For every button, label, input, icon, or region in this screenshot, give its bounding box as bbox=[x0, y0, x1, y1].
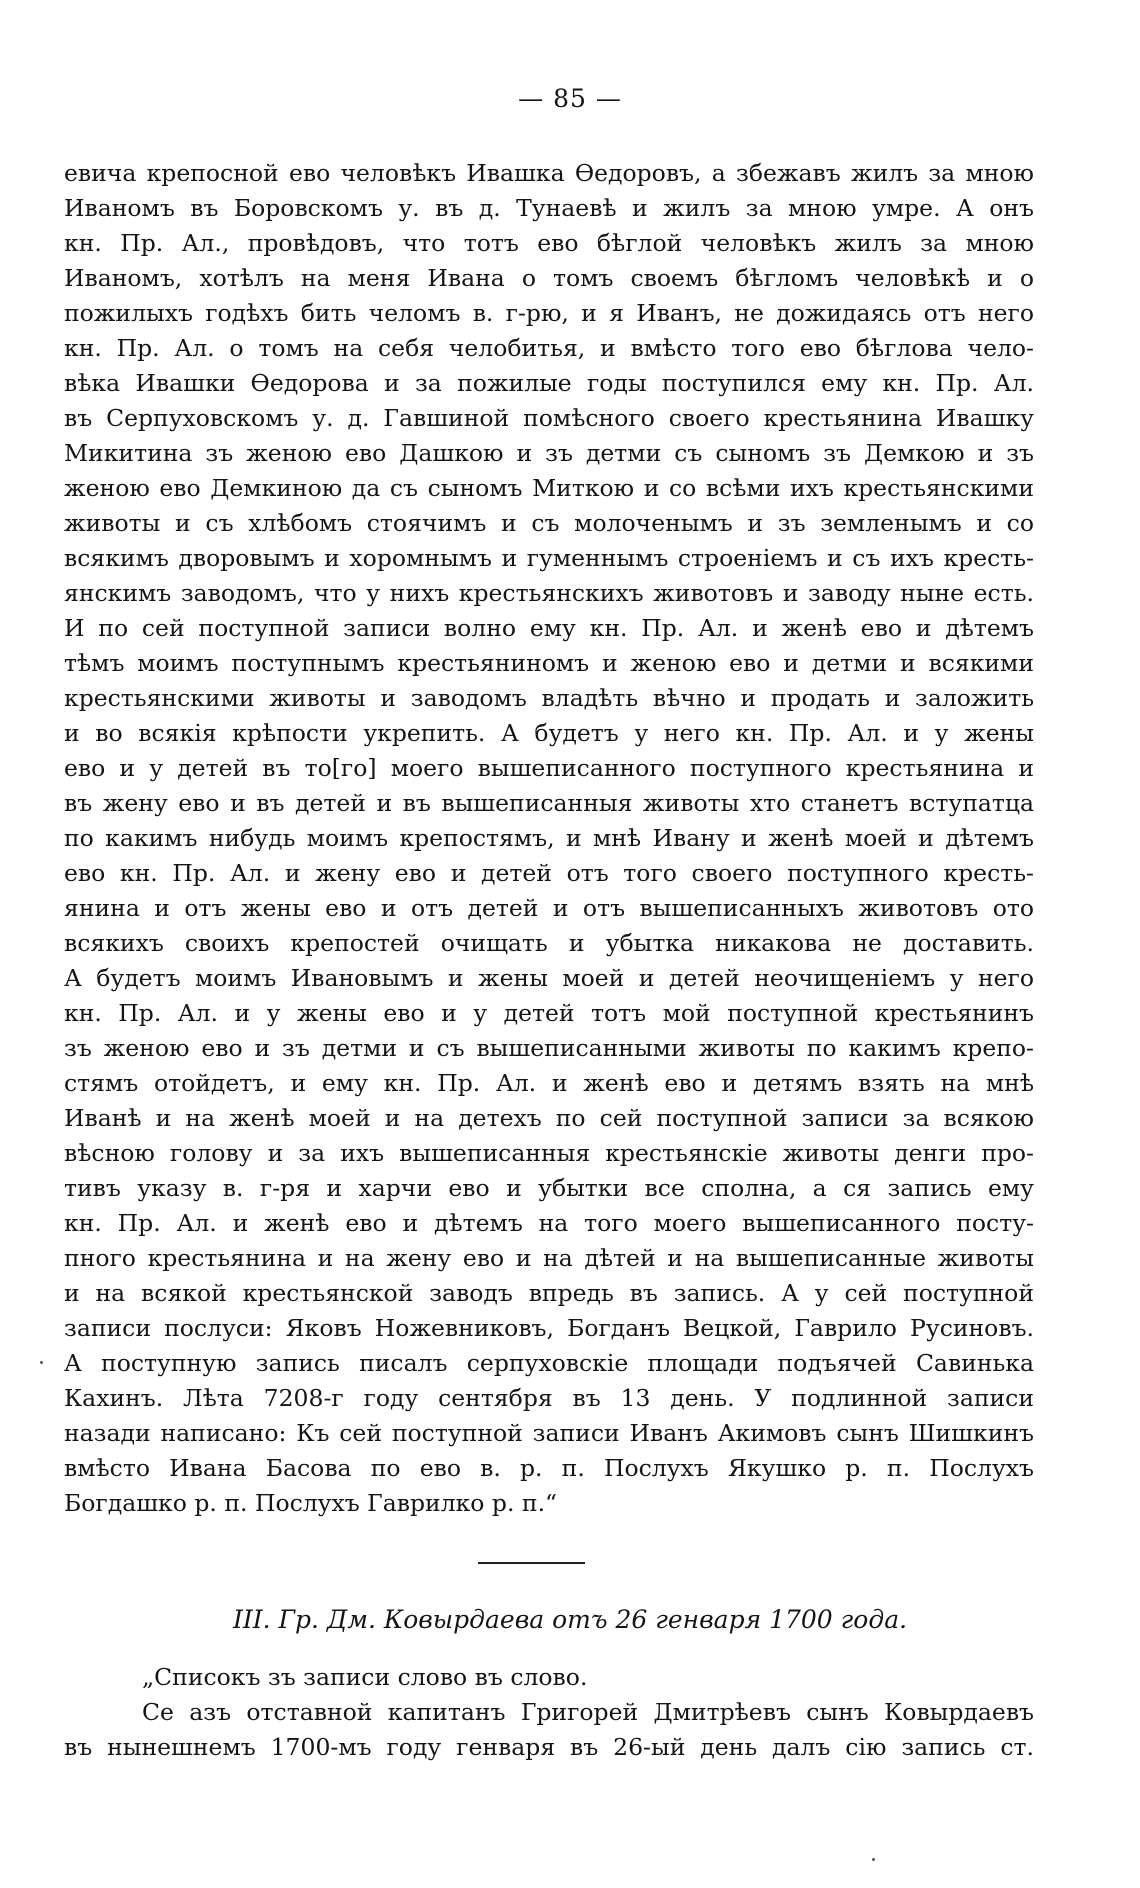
text-line: „Списокъ зъ записи слово въ слово. bbox=[142, 1663, 588, 1691]
text-line: въ нынешнемъ 1700-мъ году генваря въ 26-ый день далъ сію запись ст. bbox=[64, 1733, 1034, 1761]
text-line: пного крестьянина и на жену ево и на дѣтей и на вышеписанные животы bbox=[64, 1244, 1034, 1272]
text-line: И по сей поступной записи волно ему кн. Пр. Ал. и женѣ ево и дѣтемъ bbox=[64, 614, 1034, 642]
text-line: евича крепосной ево человѣкъ Ивашка Ѳедоровъ, а збежавъ жилъ за мною bbox=[64, 159, 1034, 187]
text-line: вмѣсто Ивана Басова по ево в. р. п. Послухъ Якушко р. п. Послухъ bbox=[64, 1454, 1034, 1482]
text-line: Иванѣ и на женѣ моей и на детехъ по сей поступной записи за всякою bbox=[64, 1104, 1034, 1132]
text-line: зъ женою ево и зъ детми и съ вышеписанными животы по какимъ крепо- bbox=[64, 1034, 1034, 1062]
text-line: кн. Пр. Ал., провѣдовъ, что тотъ ево бѣглой человѣкъ жилъ за мною bbox=[64, 229, 1034, 257]
scan-speck bbox=[40, 1361, 43, 1364]
text-line: кн. Пр. Ал. и женѣ ево и дѣтемъ на того моего вышеписанного посту- bbox=[64, 1209, 1034, 1237]
text-line: записи послуси: Яковъ Ножевниковъ, Богданъ Вецкой, Гаврило Русиновъ. bbox=[64, 1314, 1034, 1342]
main-text-block bbox=[64, 156, 1034, 1521]
text-line: ево кн. Пр. Ал. и жену ево и детей отъ того своего поступного кресть- bbox=[64, 859, 1034, 887]
text-line: всякихъ своихъ крепостей очищать и убытка никакова не доставить. bbox=[64, 929, 1034, 957]
text-line: стямъ отойдетъ, и ему кн. Пр. Ал. и женѣ ево и детямъ взять на мнѣ bbox=[64, 1069, 1034, 1097]
text-line: тивъ указу в. г-ря и харчи ево и убытки все сполна, а ся запись ему bbox=[64, 1174, 1034, 1202]
text-line: и во всякія крѣпости укрепить. А будетъ у него кн. Пр. Ал. и у жены bbox=[64, 719, 1034, 747]
page-number: — 85 — bbox=[518, 84, 622, 113]
text-line: тѣмъ моимъ поступнымъ крестьяниномъ и женою ево и детми и всякими bbox=[64, 649, 1034, 677]
text-line: янскимъ заводомъ, что у нихъ крестьянскихъ животовъ и заводу ныне есть. bbox=[64, 579, 1034, 607]
text-line: всякимъ дворовымъ и хоромнымъ и гуменнымъ строеніемъ и съ ихъ кресть- bbox=[64, 544, 1034, 572]
text-line: въ жену ево и въ детей и въ вышеписанныя животы хто станетъ вступатца bbox=[64, 789, 1034, 817]
text-line: крестьянскими животы и заводомъ владѣть вѣчно и продать и заложить bbox=[64, 684, 1034, 712]
text-line: пожилыхъ годѣхъ бить челомъ в. г-рю, и я Иванъ, не дожидаясь отъ него bbox=[64, 299, 1034, 327]
text-line: А поступную запись писалъ серпуховскіе площади подъячей Савинька bbox=[64, 1349, 1034, 1377]
section-heading: III. Гр. Дм. Ковырдаева отъ 26 генваря 1700 года. bbox=[232, 1605, 908, 1634]
text-line: назади написано: Къ сей поступной записи Иванъ Акимовъ сынъ Шишкинъ bbox=[64, 1419, 1034, 1447]
section-divider bbox=[478, 1562, 585, 1564]
scan-speck bbox=[872, 1858, 875, 1861]
text-line: кн. Пр. Ал. и у жены ево и у детей тотъ мой поступной крестьянинъ bbox=[64, 999, 1034, 1027]
text-line: въ Серпуховскомъ у. д. Гавшиной помѣсного своего крестьянина Ивашку bbox=[64, 404, 1034, 432]
text-line: Богдашко р. п. Послухъ Гаврилко р. п.“ bbox=[64, 1489, 558, 1517]
text-line: Микитина зъ женою ево Дашкою и зъ детми съ сыномъ зъ Демкою и зъ bbox=[64, 439, 1034, 467]
text-line: женою ево Демкиною да съ сыномъ Миткою и со всѣми ихъ крестьянскими bbox=[64, 474, 1034, 502]
text-line: вѣсною голову и за ихъ вышеписанныя крестьянскіе животы денги про- bbox=[64, 1139, 1034, 1167]
text-line: Се азъ отставной капитанъ Григорей Дмитрѣевъ сынъ Ковырдаевъ bbox=[142, 1698, 1034, 1726]
text-line: ево и у детей въ то[го] моего вышеписанного поступного крестьянина и bbox=[64, 754, 1034, 782]
text-line: янина и отъ жены ево и отъ детей и отъ вышеписанныхъ животовъ ото bbox=[64, 894, 1034, 922]
text-line: по какимъ нибудь моимъ крепостямъ, и мнѣ Ивану и женѣ моей и дѣтемъ bbox=[64, 824, 1034, 852]
text-line: Иваномъ въ Боровскомъ у. въ д. Тунаевѣ и жилъ за мною умре. А онъ bbox=[64, 194, 1034, 222]
text-line: вѣка Ивашки Ѳедорова и за пожилые годы поступился ему кн. Пр. Ал. bbox=[64, 369, 1034, 397]
section-text-block bbox=[64, 1660, 1034, 1765]
text-line: и на всякой крестьянской заводъ впредь въ запись. А у сей поступной bbox=[64, 1279, 1034, 1307]
text-line: животы и съ хлѣбомъ стоячимъ и съ молоченымъ и зъ земленымъ и со bbox=[64, 509, 1034, 537]
text-line: А будетъ моимъ Ивановымъ и жены моей и детей неочищеніемъ у него bbox=[64, 964, 1034, 992]
text-line: кн. Пр. Ал. о томъ на себя челобитья, и вмѣсто того ево бѣглова чело- bbox=[64, 334, 1034, 362]
text-line: Иваномъ, хотѣлъ на меня Ивана о томъ своемъ бѣгломъ человѣкѣ и о bbox=[64, 264, 1034, 292]
text-line: Кахинъ. Лѣта 7208-г году сентября въ 13 день. У подлинной записи bbox=[64, 1384, 1034, 1412]
